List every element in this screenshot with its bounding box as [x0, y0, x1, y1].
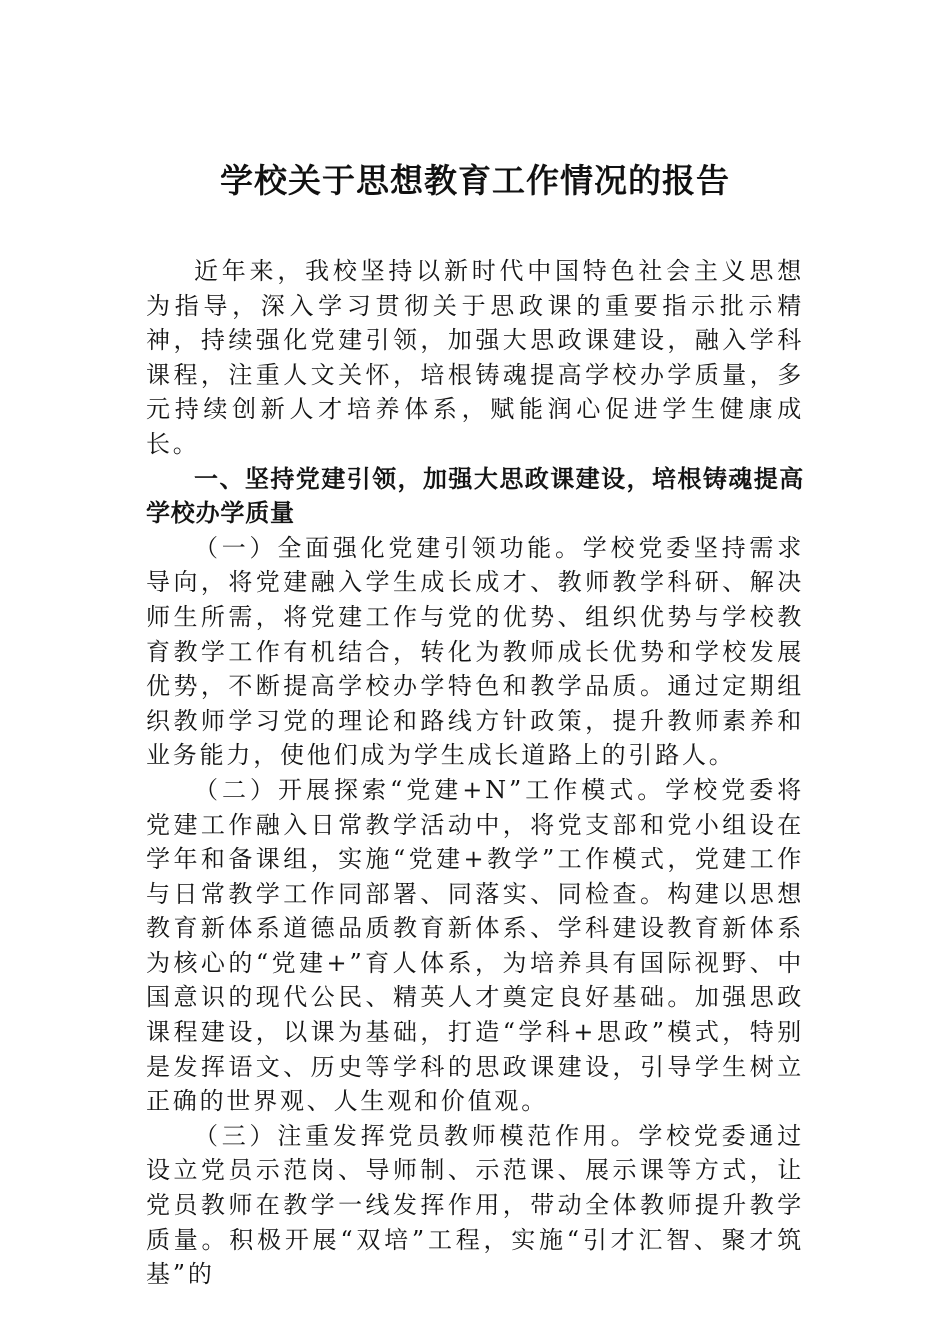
intro-paragraph: 近年来，我校坚持以新时代中国特色社会主义思想为指导，深入学习贯彻关于思政课的重要指示批示精神，持续强化党建引领，加强大思政课建设，融入学科课程，注重人文关怀，培根铸魂提高学校办学质量，多元持续创新人才培养体系，赋能润心促进学生健康成长。: [146, 257, 804, 458]
item-paragraph-3: （三）注重发挥党员教师模范作用。学校党委通过设立党员示范岗、导师制、示范课、展示课等方式，让党员教师在教学一线发挥作用，带动全体教师提升教学质量。积极开展“双培”工程，实施“引才汇智、聚才筑基”的: [146, 1121, 804, 1289]
document-body: [146, 254, 804, 1292]
item-paragraph-2: （二）开展探索“党建+N”工作模式。学校党委将党建工作融入日常教学活动中，将党支部和党小组设在学年和备课组，实施“党建+教学”工作模式，党建工作与日常教学工作同部署、同落实、同检查。构建以思想教育新体系道德品质教育新体系、学科建设教育新体系为核心的“党建+”育人体系，为培养具有国际视野、中国意识的现代公民、精英人才奠定良好基础。加强思政课程建设，以课为基础，打造“学科+思政”模式，特别是发挥语文、历史等学科的思政课建设，引导学生树立正确的世界观、人生观和价值观。: [146, 775, 804, 1116]
section-heading: 一、坚持党建引领，加强大思政课建设，培根铸魂提高学校办学质量: [146, 464, 804, 528]
item-paragraph-1: （一）全面强化党建引领功能。学校党委坚持需求导向，将党建融入学生成长成才、教师教学科研、解决师生所需，将党建工作与党的优势、组织优势与学校教育教学工作有机结合，转化为教师成长优势和学校发展优势，不断提高学校办学特色和教学品质。通过定期组织教师学习党的理论和路线方针政策，提升教师素养和业务能力，使他们成为学生成长道路上的引路人。: [146, 533, 804, 770]
document-title: 学校关于思想教育工作情况的报告: [220, 161, 730, 200]
